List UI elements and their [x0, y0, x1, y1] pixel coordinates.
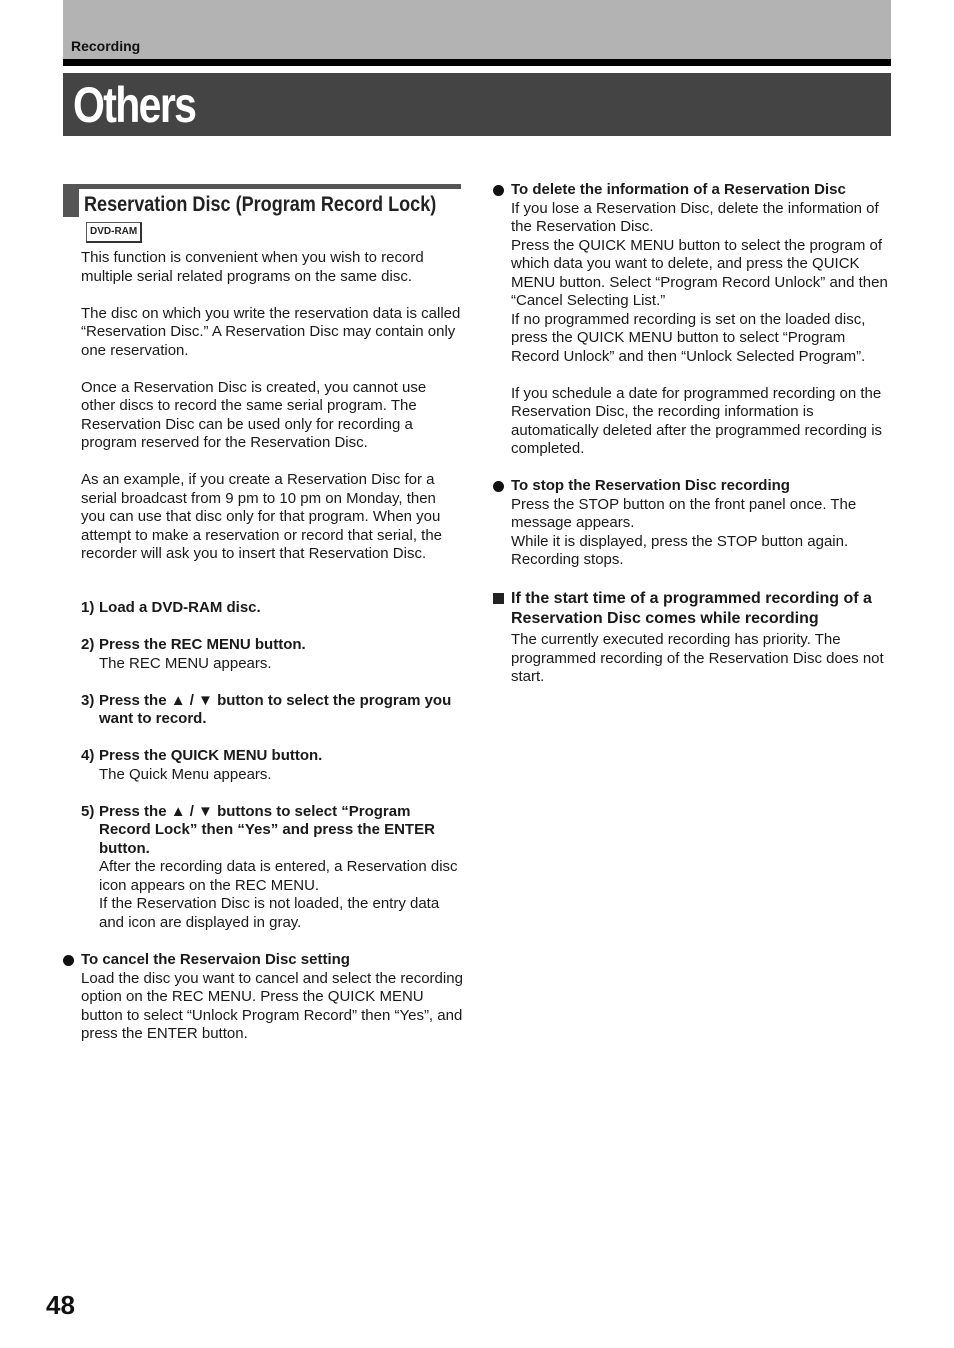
- step-title: Press the REC MENU button.: [99, 636, 306, 653]
- step-title: Press the ▲ / ▼ buttons to select “Program Record Lock” then “Yes” and press the ENTER button.: [99, 802, 435, 857]
- step-item: [81, 599, 463, 618]
- section-heading-rule: [79, 184, 461, 189]
- step-body: If the Reservation Disc is not loaded, the entry data and icon are displayed in gray.: [99, 895, 440, 931]
- square-bullet-icon: [493, 593, 504, 604]
- conflict-note-title: If the start time of a programmed recording of a Reservation Disc comes while recording: [511, 590, 872, 627]
- cancel-note: [81, 951, 463, 1044]
- conflict-note-body: The currently executed recording has priority. The programmed recording of the Reservation Disc does not start.: [511, 631, 884, 685]
- cancel-note-title: To cancel the Reservaion Disc setting: [81, 951, 350, 968]
- stop-note: [511, 477, 891, 570]
- dvd-ram-badge: DVD-RAM: [86, 222, 142, 243]
- header-rule: [63, 59, 891, 66]
- section-heading-bar: [63, 184, 79, 217]
- delete-note-body: If no programmed recording is set on the loaded disc, press the QUICK MENU button to select “Program Record Unlock” and then “Unlock Selected Program”.: [511, 310, 866, 365]
- step-number: 2): [81, 636, 95, 653]
- title-bar: [63, 73, 891, 136]
- delete-note-body: If you schedule a date for programmed recording on the Reservation Disc, the recording information is automatically deleted after the programmed recording is completed.: [511, 384, 883, 457]
- bullet-icon: [493, 185, 504, 196]
- step-item: [81, 747, 463, 784]
- conflict-note: [511, 589, 891, 687]
- steps-list: [81, 599, 463, 932]
- step-title: Press the QUICK MENU button.: [99, 747, 323, 764]
- delete-note: [511, 181, 891, 459]
- step-title: Press the ▲ / ▼ button to select the program you want to record.: [99, 691, 452, 727]
- step-number: 1): [81, 599, 95, 616]
- section-heading-block: [63, 184, 461, 217]
- step-title: Load a DVD-RAM disc.: [99, 599, 261, 616]
- intro-paragraph: The disc on which you write the reservation data is called “Reservation Disc.” A Reservation Disc may contain only one reservation.: [81, 304, 461, 359]
- bullet-icon: [63, 955, 74, 966]
- step-number: 4): [81, 747, 95, 764]
- bullet-icon: [493, 481, 504, 492]
- step-item: [81, 636, 463, 673]
- step-body: The REC MENU appears.: [99, 654, 272, 672]
- intro-paragraph: Once a Reservation Disc is created, you cannot use other discs to record the same serial program. The Reservation Disc can be used only for recording a program reserved for the Reservation Disc.: [81, 378, 427, 451]
- intro-text: [81, 249, 463, 564]
- delete-note-title: To delete the information of a Reservation Disc: [511, 181, 846, 198]
- header-band: [63, 0, 891, 59]
- intro-paragraph: As an example, if you create a Reservation Disc for a serial broadcast from 9 pm to 10 pm on Monday, then you can use that disc only for that program. When you attempt to make a reservation or record that serial, the recorder will ask you to insert that Reservation Disc.: [81, 471, 443, 562]
- step-body: After the recording data is entered, a Reservation disc icon appears on the REC MENU.: [99, 858, 458, 894]
- intro-paragraph: This function is convenient when you wish to record multiple serial related programs on the same disc.: [81, 249, 424, 285]
- step-item: [81, 692, 463, 729]
- step-number: 5): [81, 802, 95, 820]
- step-number: 3): [81, 691, 95, 709]
- cancel-note-body: Load the disc you want to cancel and select the recording option on the REC MENU. Press the QUICK MENU button to select “Unlock Program Record” then “Yes”, and press the ENTER button.: [81, 969, 463, 1042]
- stop-note-title: To stop the Reservation Disc recording: [511, 477, 790, 494]
- section-heading: Reservation Disc (Program Record Lock): [84, 193, 437, 216]
- page-number: 48: [46, 1290, 75, 1320]
- step-body: The Quick Menu appears.: [99, 765, 272, 783]
- step-item: [81, 803, 463, 933]
- page-title: Others: [73, 77, 196, 133]
- stop-note-body: Press the STOP button on the front panel once. The message appears.: [511, 495, 857, 531]
- stop-note-body: While it is displayed, press the STOP button again. Recording stops.: [511, 532, 849, 568]
- delete-note-body: Press the QUICK MENU button to select the program of which data you want to delete, and press the QUICK MENU button. Select “Program Record Unlock” and then “Cancel Selecting List.”: [511, 236, 888, 309]
- delete-note-body: If you lose a Reservation Disc, delete the information of the Reservation Disc.: [511, 199, 879, 235]
- header-section-label: Recording: [71, 38, 141, 54]
